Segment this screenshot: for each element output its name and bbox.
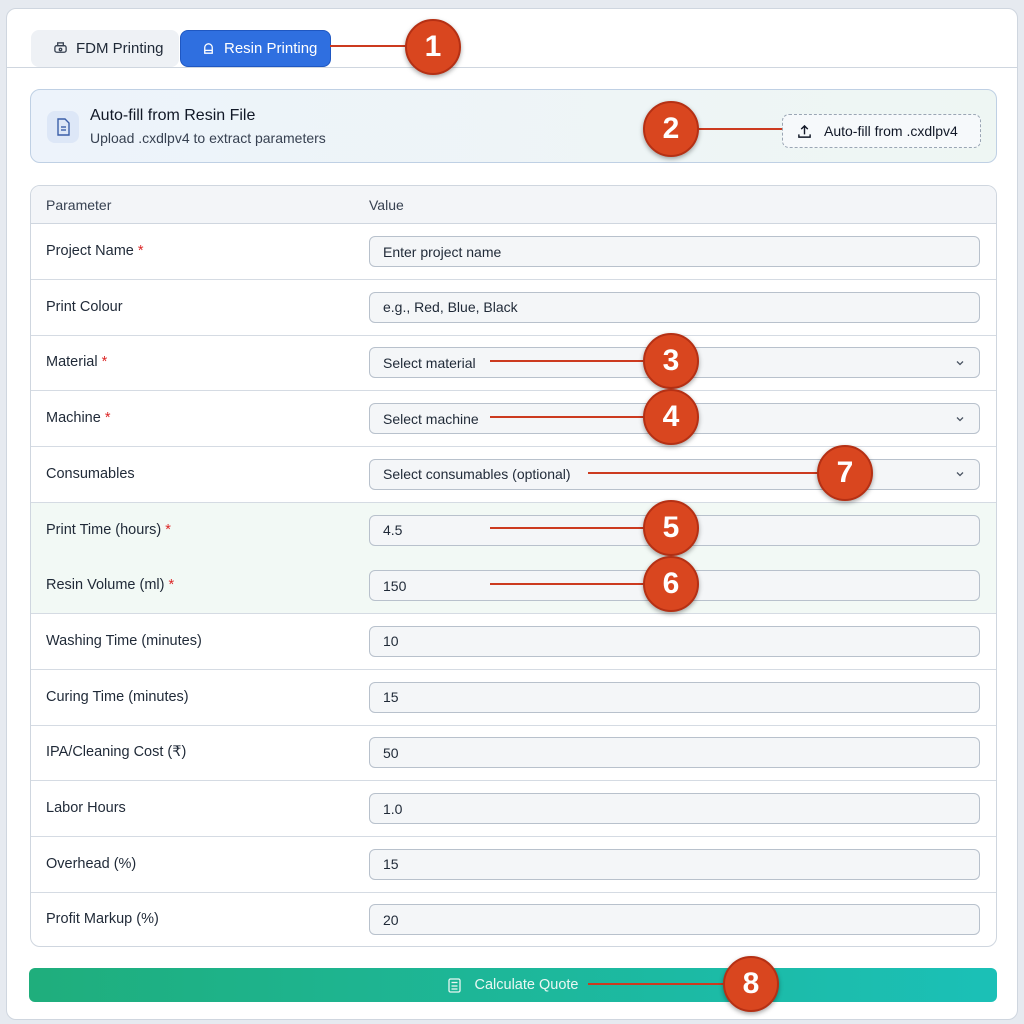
- row-label-text: Profit Markup (%): [46, 911, 159, 928]
- field-placeholder: Select material: [383, 354, 476, 371]
- calculate-quote-button[interactable]: [29, 968, 997, 1002]
- required-marker: *: [165, 521, 171, 538]
- calculator-icon: [448, 978, 461, 993]
- printer-icon: [53, 41, 68, 56]
- row-label-text: Project Name: [46, 243, 134, 259]
- row-label: [46, 243, 144, 259]
- consumables-select[interactable]: [369, 459, 980, 490]
- tab-resin-printing[interactable]: [180, 30, 331, 67]
- row-label: [46, 689, 189, 705]
- table-row: [31, 335, 996, 391]
- row-label-text: Washing Time (minutes): [46, 632, 202, 649]
- annotation-badge-7: 7: [817, 445, 873, 501]
- tab-label: Resin Printing: [224, 40, 318, 57]
- field-placeholder: e.g., Red, Blue, Black: [383, 299, 518, 316]
- annotation-badge-3: 3: [643, 333, 699, 389]
- annotation-badge-6: 6: [643, 556, 699, 612]
- row-label: [46, 410, 110, 426]
- table-row: [31, 837, 996, 893]
- field-placeholder: Enter project name: [383, 243, 502, 260]
- quote-form-panel: [6, 8, 1018, 1020]
- labor-hours-input[interactable]: [369, 793, 980, 824]
- row-label: [46, 299, 123, 315]
- row-label: [46, 911, 159, 927]
- table-row: [31, 280, 996, 336]
- row-label: [46, 800, 126, 816]
- table-row: [31, 614, 996, 670]
- file-icon: [47, 111, 79, 143]
- autofill-button-label: Auto-fill from .cxdlpv4: [824, 123, 958, 139]
- annotation-badge-2: 2: [643, 101, 699, 157]
- annotation-line: [330, 45, 408, 47]
- table-header: [31, 186, 996, 224]
- autofill-panel: [30, 89, 997, 163]
- annotation-badge-5: 5: [643, 500, 699, 556]
- tab-bar: [7, 9, 1017, 68]
- row-label: [46, 744, 186, 760]
- profit-markup-input[interactable]: [369, 904, 980, 935]
- required-marker: *: [168, 577, 175, 594]
- required-marker: *: [137, 243, 144, 259]
- field-value: 15: [383, 856, 399, 873]
- field-value: 4.5: [383, 522, 403, 538]
- autofill-title: Auto-fill from Resin File: [90, 107, 256, 124]
- row-label-text: Consumables: [46, 465, 135, 482]
- chevron-down-icon: [955, 358, 965, 368]
- calculate-label: Calculate Quote: [474, 977, 579, 993]
- tab-label: FDM Printing: [76, 40, 164, 57]
- annotation-line: [588, 472, 820, 474]
- row-label-text: Overhead (%): [46, 855, 137, 872]
- header-parameter: Parameter: [46, 197, 112, 213]
- field-value: 20: [383, 911, 399, 928]
- row-label: [46, 354, 107, 370]
- field-placeholder: Select consumables (optional): [383, 466, 571, 483]
- autofill-upload-button[interactable]: [782, 114, 981, 148]
- tab-fdm-printing[interactable]: [31, 30, 179, 67]
- annotation-badge-1: 1: [405, 19, 461, 75]
- annotation-line: [490, 527, 646, 529]
- autofill-subtitle: Upload .cxdlpv4 to extract parameters: [90, 130, 326, 146]
- annotation-line: [490, 583, 646, 585]
- upload-icon: [797, 124, 812, 139]
- chevron-down-icon: [955, 414, 965, 424]
- row-label: [46, 522, 171, 538]
- overhead-input[interactable]: [369, 849, 980, 880]
- field-value: 150: [383, 577, 407, 594]
- table-row: [31, 558, 996, 614]
- required-marker: *: [101, 354, 108, 371]
- annotation-line: [490, 360, 646, 362]
- field-value: 15: [383, 689, 399, 706]
- row-label-text: Material: [46, 354, 98, 371]
- curing-time-minutes-input[interactable]: [369, 682, 980, 713]
- flask-icon: [201, 41, 216, 56]
- row-label-text: Curing Time (minutes): [46, 688, 189, 705]
- table-row: [31, 391, 996, 447]
- row-label-text: Labor Hours: [46, 800, 126, 816]
- table-row: [31, 670, 996, 726]
- row-label-text: Print Time (hours): [46, 521, 162, 538]
- table-row: [31, 725, 996, 781]
- row-label: [46, 577, 174, 593]
- annotation-line: [490, 416, 646, 418]
- washing-time-minutes-input[interactable]: [369, 626, 980, 657]
- field-placeholder: Select machine: [383, 410, 479, 427]
- table-row: [31, 503, 996, 559]
- row-label: [46, 856, 136, 872]
- field-value: 1.0: [383, 800, 403, 817]
- row-label: [46, 633, 202, 649]
- print-colour-input[interactable]: [369, 292, 980, 323]
- annotation-badge-4: 4: [643, 389, 699, 445]
- table-row: [31, 781, 996, 837]
- row-label-text: Machine: [46, 410, 101, 427]
- chevron-down-icon: [955, 469, 965, 479]
- field-value: 50: [383, 744, 399, 761]
- row-label-text: IPA/Cleaning Cost (₹): [46, 744, 187, 761]
- ipa-cleaning-cost-input[interactable]: [369, 737, 980, 768]
- field-value: 10: [383, 633, 399, 650]
- parameter-table: [30, 185, 997, 947]
- annotation-badge-8: 8: [723, 956, 779, 1012]
- required-marker: *: [104, 410, 111, 427]
- table-row: [31, 224, 996, 280]
- project-name-input[interactable]: [369, 236, 980, 267]
- annotation-line: [698, 128, 782, 130]
- row-label-text: Resin Volume (ml): [46, 577, 165, 594]
- header-value: Value: [369, 197, 404, 213]
- row-label-text: Print Colour: [46, 298, 123, 315]
- annotation-line: [588, 983, 728, 985]
- row-label: [46, 466, 135, 482]
- table-row: [31, 892, 996, 947]
